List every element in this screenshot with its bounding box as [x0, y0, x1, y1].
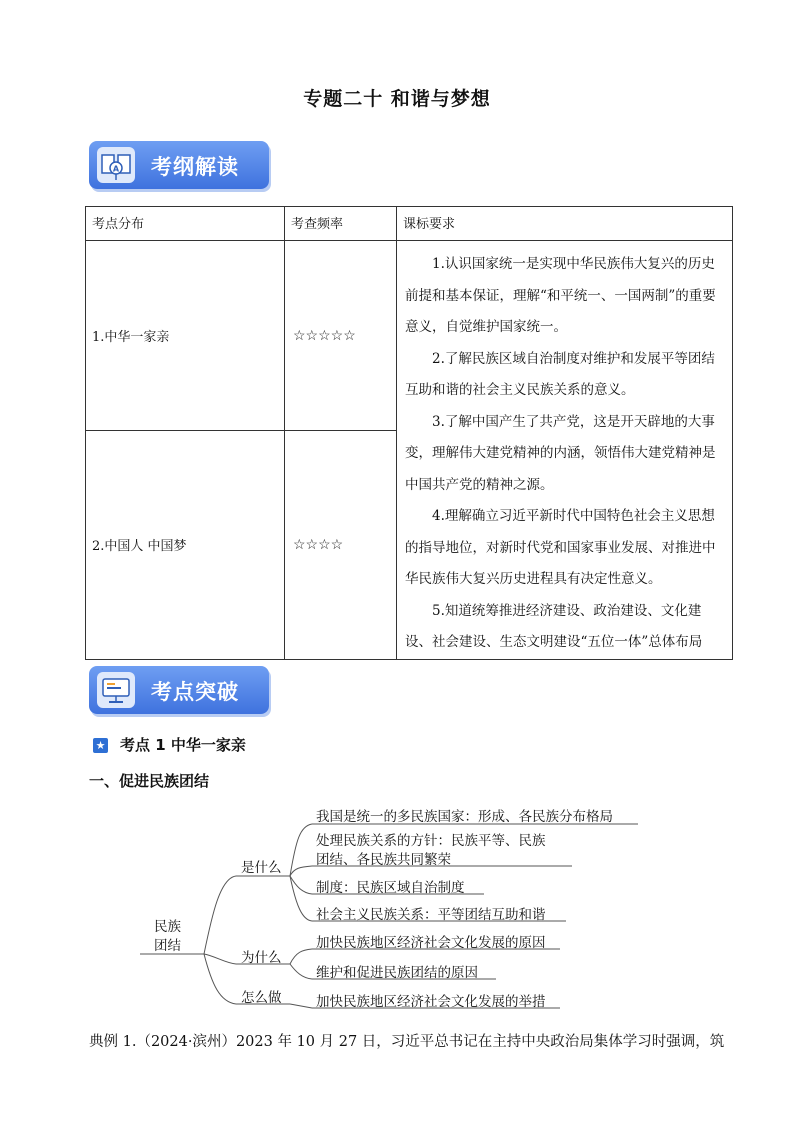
- mindmap-what-3: 制度：民族区域自治制度: [316, 880, 465, 896]
- topic-1: 1.中华一家亲: [86, 241, 285, 431]
- mindmap-how-1: 加快民族地区经济社会文化发展的举措: [316, 994, 546, 1010]
- header-topic: 考点分布: [86, 207, 285, 241]
- mindmap-what-2b: 团结、各民族共同繁荣: [316, 852, 451, 868]
- page-title: 专题二十 和谐与梦想: [303, 88, 491, 110]
- mindmap-branch-how: 怎么做: [241, 990, 282, 1006]
- header-frequency: 考查频率: [285, 207, 397, 241]
- requirement-5: 5.知道统筹推进经济建设、政治建设、文化建设、社会建设、生态文明建设“五位一体”总体布局: [405, 602, 703, 650]
- mindmap-why-2: 维护和促进民族团结的原因: [316, 965, 478, 981]
- frequency-stars-1: ☆☆☆☆☆: [285, 241, 397, 431]
- example-1: 典例 1.（2024·滨州）2023 年 10 月 27 日，习近平总书记在主持中央政治局集体学习时强调，筑: [89, 1034, 725, 1050]
- mindmap-root-line1: 民族: [154, 919, 181, 935]
- requirement-1: 1.认识国家统一是实现中华民族伟大复兴的历史前提和基本保证，理解“和平统一、一国两制”的重要意义，自觉维护国家统一。: [405, 256, 716, 335]
- topic-2: 2.中国人 中国梦: [86, 431, 285, 659]
- kaodian-text: 考点 1 中华一家亲: [120, 736, 246, 754]
- svg-text:A: A: [112, 164, 120, 174]
- mindmap-branch-why: 为什么: [241, 950, 282, 966]
- syllabus-banner-label: 考纲解读: [151, 155, 239, 179]
- section-heading: 一、促进民族团结: [89, 772, 210, 790]
- key-points-banner-label: 考点突破: [151, 680, 239, 704]
- star-icon: ★: [93, 738, 108, 753]
- frequency-stars-2: ☆☆☆☆: [285, 431, 397, 659]
- header-requirements: 课标要求: [397, 207, 733, 241]
- requirement-2: 2.了解民族区域自治制度对维护和发展平等团结互助和谐的社会主义民族关系的意义。: [405, 350, 715, 398]
- requirement-4: 4.理解确立习近平新时代中国特色社会主义思想的指导地位，对新时代党和国家事业发展、对推进中华民族伟大复兴历史进程具有决定性意义。: [405, 508, 716, 587]
- mindmap-branch-what: 是什么: [241, 860, 282, 876]
- mindmap-why-1: 加快民族地区经济社会文化发展的原因: [316, 935, 546, 951]
- mindmap-what-2a: 处理民族关系的方针：民族平等、民族: [316, 833, 546, 849]
- requirement-3: 3.了解中国产生了共产党，这是开天辟地的大事变，理解伟大建党精神的内涵，领悟伟大建党精神是中国共产党的精神之源。: [405, 413, 716, 493]
- mindmap-root-line2: 团结: [154, 938, 181, 954]
- mindmap-what-1: 我国是统一的多民族国家：形成、各民族分布格局: [316, 809, 613, 825]
- mindmap-what-4: 社会主义民族关系：平等团结互助和谐: [316, 907, 546, 923]
